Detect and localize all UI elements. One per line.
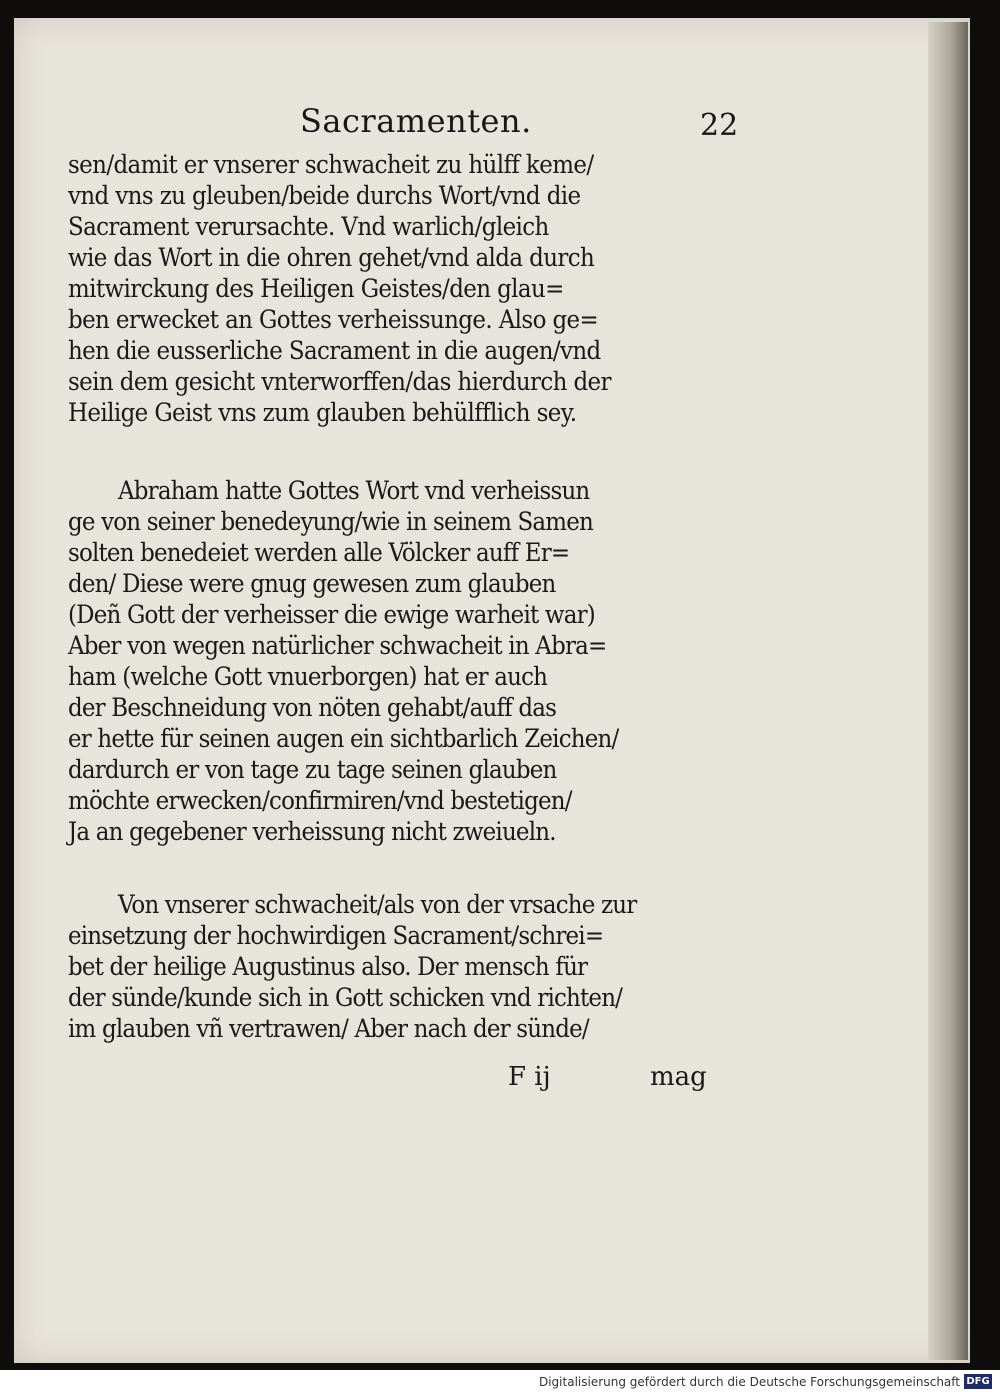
text-line: vnd vns zu gleuben/beide durchs Wort/vnd die — [68, 181, 581, 211]
text-line: solten benedeiet werden alle Völcker auff Er= — [68, 538, 570, 568]
text-line: (Deñ Gott der verheisser die ewige warheit war) — [68, 600, 595, 630]
signature-mark: F ij — [508, 1062, 551, 1092]
text-line: der Beschneidung von nöten gehabt/auff das — [68, 693, 557, 723]
footer-credit: Digitalisierung gefördert durch die Deutsche Forschungsgemeinschaft — [538, 1375, 960, 1389]
text-line: möchte erwecken/confirmiren/vnd bestetigen/ — [68, 786, 572, 816]
text-line: dardurch er von tage zu tage seinen glauben — [68, 755, 557, 785]
paragraph-1 — [68, 150, 738, 429]
text-line: sein dem gesicht vnterworffen/das hierdurch der — [68, 367, 611, 397]
text-line: hen die eusserliche Sacrament in die augen/vnd — [68, 336, 601, 366]
page-foot — [68, 1062, 738, 1098]
text-line: Von vnserer schwacheit/als von der vrsache zur — [118, 890, 637, 920]
text-line: im glauben vñ vertrawen/ Aber nach der sünde/ — [68, 1014, 589, 1044]
text-line: ge von seiner benedeyung/wie in seinem Samen — [68, 507, 594, 537]
text-line: den/ Diese were gnug gewesen zum glauben — [68, 569, 556, 599]
text-line: der sünde/kunde sich in Gott schicken vnd richten/ — [68, 983, 623, 1013]
text-line: Ja an gegebener verheissung nicht zweiueln. — [68, 817, 556, 847]
text-line: ham (welche Gott vnuerborgen) hat er auch — [68, 662, 548, 692]
text-line: Abraham hatte Gottes Wort vnd verheissun — [118, 476, 590, 506]
text-line: sen/damit er vnserer schwacheit zu hülff keme/ — [68, 150, 594, 180]
dfg-logo-icon: DFG — [964, 1374, 992, 1389]
running-head: Sacramenten. — [300, 102, 532, 140]
text-line: bet der heilige Augustinus also. Der mensch für — [68, 952, 588, 982]
text-line: mitwirckung des Heiligen Geistes/den glau= — [68, 274, 564, 304]
catchword: mag — [650, 1062, 707, 1092]
text-line: er hette für seinen augen ein sichtbarlich Zeichen/ — [68, 724, 619, 754]
text-line: ben erwecket an Gottes verheissunge. Also ge= — [68, 305, 599, 335]
page-edge — [928, 22, 968, 1360]
text-line: Sacrament verursachte. Vnd warlich/gleich — [68, 212, 549, 242]
text-line: Aber von wegen natürlicher schwacheit in Abra= — [68, 631, 607, 661]
paragraph-3 — [68, 890, 738, 1045]
text-line: einsetzung der hochwirdigen Sacrament/schrei= — [68, 921, 604, 951]
text-line: Heilige Geist vns zum glauben behülfflich sey. — [68, 398, 577, 428]
text-line: wie das Wort in die ohren gehet/vnd alda durch — [68, 243, 595, 273]
paragraph-2 — [68, 476, 738, 848]
page-number: 22 — [700, 108, 739, 143]
footer-bar — [0, 1370, 1000, 1395]
